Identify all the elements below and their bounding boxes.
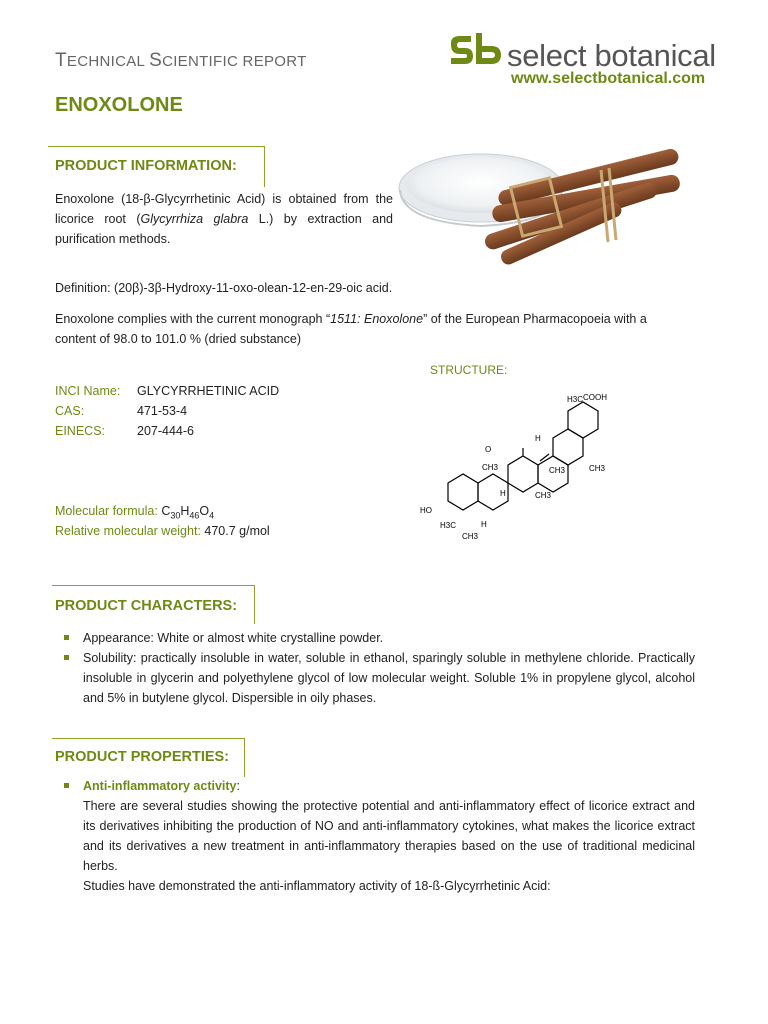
property-text: There are several studies showing the protective potential and anti-inflammatory effect of licorice extract and its derivatives inhibiting the production of NO and anti-inflammatory cytokines, what makes the licorice extract and its derivatives a new treatment in anti-inflammatory therapies based on the use of traditional medicinal herbs. <box>83 799 695 873</box>
logo-name: select botanical <box>507 38 716 73</box>
cas-label: CAS: <box>55 404 85 418</box>
report-title: TECHNICAL SCIENTIFIC REPORT <box>55 50 307 71</box>
section-heading-product-information: PRODUCT INFORMATION: <box>55 158 237 174</box>
svg-text:CH3: CH3 <box>589 464 606 473</box>
molecular-weight-row <box>55 521 270 541</box>
svg-text:H: H <box>535 434 541 443</box>
svg-text:H3C: H3C <box>440 521 457 530</box>
characters-list <box>55 628 695 708</box>
einecs-label: EINECS: <box>55 424 106 438</box>
einecs-value: 207-444-6 <box>137 424 194 438</box>
svg-text:CH3: CH3 <box>549 466 566 475</box>
intro-paragraph: Enoxolone (18-β-Glycyrrhetinic Acid) is obtained from the licorice root (Glycyrrhiza glabra L.) by extraction and purification methods. <box>55 192 394 246</box>
property-text-2: Studies have demonstrated the anti-inflammatory activity of 18-ß-Glycyrrhetinic Acid: <box>83 879 551 893</box>
property-title: Anti-inflammatory activity <box>83 779 237 793</box>
svg-text:CH3: CH3 <box>482 463 499 472</box>
section-heading-product-characters: PRODUCT CHARACTERS: <box>55 598 238 614</box>
list-item: Anti-inflammatory activity: There are several studies showing the protective potential and anti-inflammatory effect of licorice extract and its derivatives inhibiting the production of NO and anti-inflammatory cytokines, what makes the licorice extract and its derivatives a new treatment in anti-inflammatory therapies based on the use of traditional medicinal herbs. Studies have demonstrated the anti-inflammatory activity of 18-ß-Glycyrrhetinic Acid: <box>55 776 695 896</box>
monograph-text: Enoxolone complies with the current monograph “1511: Enoxolone” of the European Pharmacopoeia with a content of 98.0 to 101.0 % (dried substance) <box>55 312 647 346</box>
svg-text:CH3: CH3 <box>462 532 479 541</box>
chemical-structure <box>415 388 615 548</box>
svg-text:O: O <box>485 445 492 454</box>
properties-list <box>55 776 695 896</box>
cas-value: 471-53-4 <box>137 404 188 418</box>
document-title: ENOXOLONE <box>55 94 183 116</box>
product-image <box>396 130 686 265</box>
einecs-row <box>55 421 194 441</box>
inci-row <box>55 381 279 401</box>
svg-text:H: H <box>500 489 506 498</box>
structure-label: STRUCTURE: <box>430 363 508 377</box>
inci-label: INCI Name: <box>55 384 121 398</box>
mw-label: Relative molecular weight: <box>55 524 201 538</box>
mw-value: 470.7 g/mol <box>204 524 270 538</box>
definition-text: Definition: (20β)-3β-Hydroxy-11-oxo-olean-12-en-29-oic acid. <box>55 281 393 295</box>
svg-text:H: H <box>481 520 487 529</box>
mf-label: Molecular formula: <box>55 504 158 518</box>
svg-text:HO: HO <box>420 506 432 515</box>
list-item: Solubility: practically insoluble in water, soluble in ethanol, sparingly soluble in methylene chloride. Practically insoluble in glycerin and polyethylene glycol of low molecular weight. Soluble 1% in propylene glycol, alcohol and 5% in butylene glycol. Dispersible in oily phases. <box>55 648 695 708</box>
list-item: Appearance: White or almost white crystalline powder. <box>55 628 695 648</box>
cas-row <box>55 401 187 421</box>
svg-text:CH3: CH3 <box>535 491 552 500</box>
mf-value: $C_{30}H_{46}O_4$ <box>161 504 215 521</box>
logo-mark <box>447 33 505 73</box>
svg-text:H3C: H3C <box>567 395 584 404</box>
inci-value: GLYCYRRHETINIC ACID <box>137 384 280 398</box>
section-heading-product-properties: PRODUCT PROPERTIES: <box>55 749 230 765</box>
svg-text:COOH: COOH <box>583 393 607 402</box>
logo-url[interactable]: www.selectbotanical.com <box>511 70 706 87</box>
